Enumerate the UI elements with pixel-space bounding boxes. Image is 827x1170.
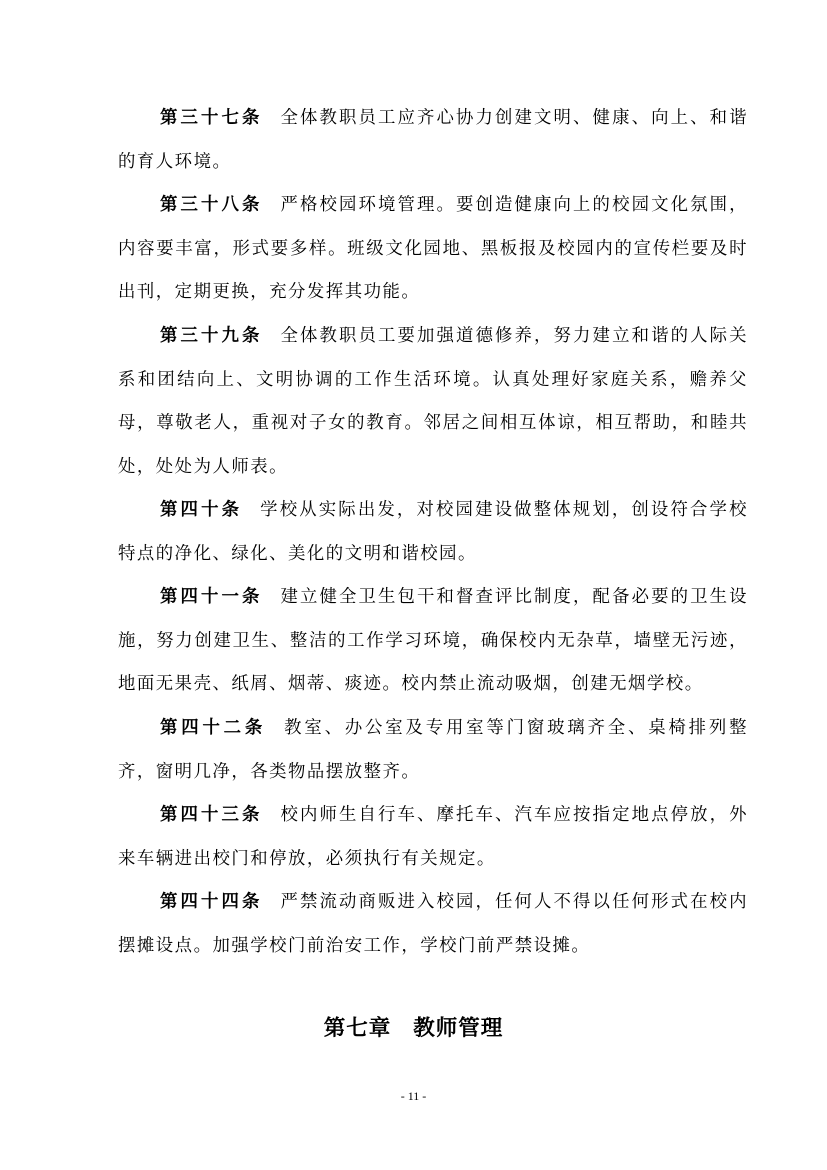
article-number: 第三十七条 [160, 108, 263, 128]
article-37 [118, 97, 748, 184]
article-text: 严禁流动商贩进入校园，任何人不得以任何形式在校内摆摊设点。加强学校门前治安工作，学校门前严禁设摊。 [118, 892, 748, 956]
article-text: 学校从实际出发，对校园建设做整体规划，创设符合学校特点的净化、绿化、美化的文明和谐校园。 [118, 500, 748, 564]
article-39 [118, 315, 748, 489]
page-number: - 11 - [400, 1089, 427, 1103]
article-text: 建立健全卫生包干和督查评比制度，配备必要的卫生设施，努力创建卫生、整洁的工作学习环境，确保校内无杂草，墙壁无污迹，地面无果壳、纸屑、烟蒂、痰迹。校内禁止流动吸烟，创建无烟学校。 [118, 587, 748, 694]
article-number: 第四十条 [160, 500, 243, 520]
article-text: 全体教职员工应齐心协力创建文明、健康、向上、和谐的育人环境。 [118, 108, 748, 172]
article-number: 第四十二条 [160, 718, 267, 738]
chapter-number: 第七章 [323, 1016, 392, 1041]
article-number: 第四十一条 [160, 587, 263, 607]
article-text: 全体教职员工要加强道德修养，努力建立和谐的人际关系和团结向上、文明协调的工作生活环境。认真处理好家庭关系，赡养父母，尊敬老人，重视对子女的教育。邻居之间相互体谅，相互帮助，和睦共处，处处为人师表。 [118, 326, 748, 477]
article-text: 严格校园环境管理。要创造健康向上的校园文化氛围，内容要丰富，形式要多样。班级文化园地、黑板报及校园内的宣传栏要及时出刊，定期更换，充分发挥其功能。 [118, 195, 748, 302]
article-44 [118, 881, 748, 968]
article-text: 教室、办公室及专用室等门窗玻璃齐全、桌椅排列整齐，窗明几净，各类物品摆放整齐。 [118, 718, 748, 782]
article-text: 校内师生自行车、摩托车、汽车应按指定地点停放，外来车辆进出校门和停放，必须执行有关规定。 [118, 805, 748, 869]
chapter-heading [0, 1011, 827, 1042]
article-41 [118, 576, 748, 707]
article-38 [118, 184, 748, 315]
article-40 [118, 489, 748, 576]
article-number: 第四十四条 [160, 892, 263, 912]
article-number: 第三十九条 [160, 326, 263, 346]
article-number: 第四十三条 [160, 805, 263, 825]
chapter-title: 教师管理 [413, 1016, 504, 1041]
article-number: 第三十八条 [160, 195, 263, 215]
article-42 [118, 707, 748, 794]
article-43 [118, 794, 748, 881]
